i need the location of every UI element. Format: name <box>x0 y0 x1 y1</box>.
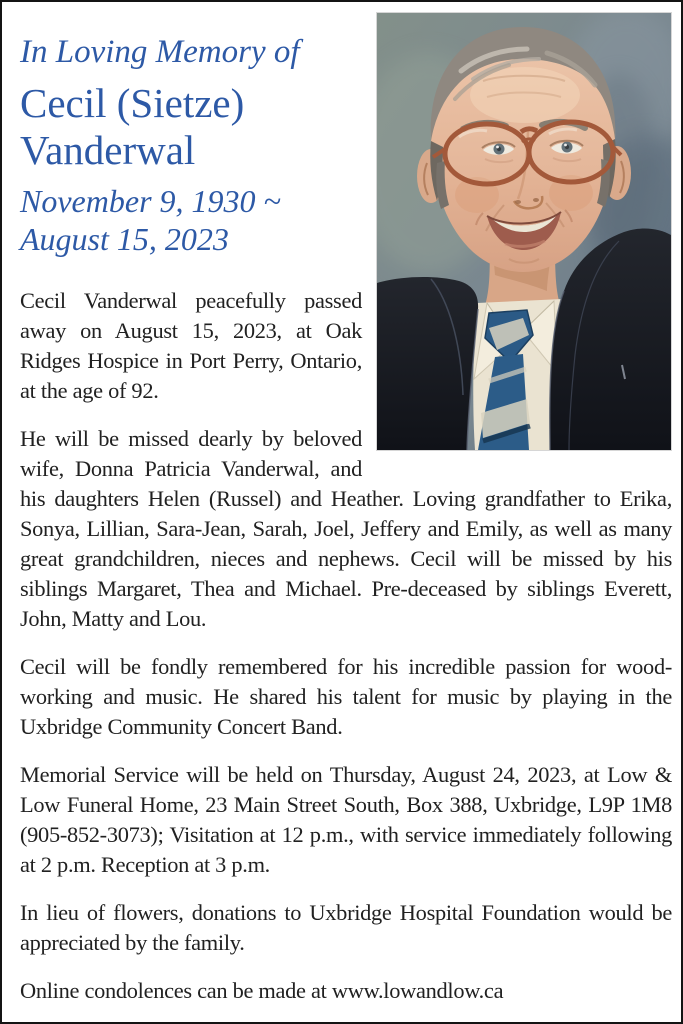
paragraph-passing: Cecil Vanderwal peacefully passed away on August 15, 2023, at Oak Ridges Hospice in Port Perry, Ontario, at the age of 92. <box>20 288 362 403</box>
paragraph-online-condolences: Online condolences can be made at www.lowandlow.ca <box>20 978 504 1003</box>
life-dates: November 9, 1930 ~ August 15, 2023 <box>20 183 281 257</box>
paragraph-service-details: Memorial Service will be held on Thursday, August 24, 2023, at Low & Low Funeral Home, 23 Main Street South, Box 388, Uxbridge, L9P 1M8 (905-852-3073); Visitation at 12 p.m., with service immediately following at 2 p.m. Reception at 3 p.m. <box>20 762 672 877</box>
paragraph-donations: In lieu of flowers, donations to Uxbridge Hospital Foundation would be appreciated by the family. <box>20 900 672 955</box>
memorial-tagline: In Loving Memory of <box>20 34 300 70</box>
portrait-illustration <box>377 13 671 450</box>
paragraph-passions: Cecil will be fondly remembered for his incredible passion for wood-working and music. He shared his talent for music by playing in the Uxbridge Community Concert Band. <box>20 654 672 739</box>
paragraph-family: He will be missed dearly by beloved wife, Donna Patricia Vanderwal, and his daughters Helen (Russel) and Heather. Loving grandfather to Erika, Sonya, Lillian, Sara-Jean, Sarah, Joel, Jeffery and Emily, as well as many great grandchildren, nieces and nephews. Cecil will be missed by his siblings Margaret, Thea and Michael. Pre-deceased by siblings Everett, John, Matty and Lou. <box>20 426 672 631</box>
portrait-photo <box>376 12 672 451</box>
deceased-name: Cecil (Sietze) Vanderwal <box>20 80 245 173</box>
